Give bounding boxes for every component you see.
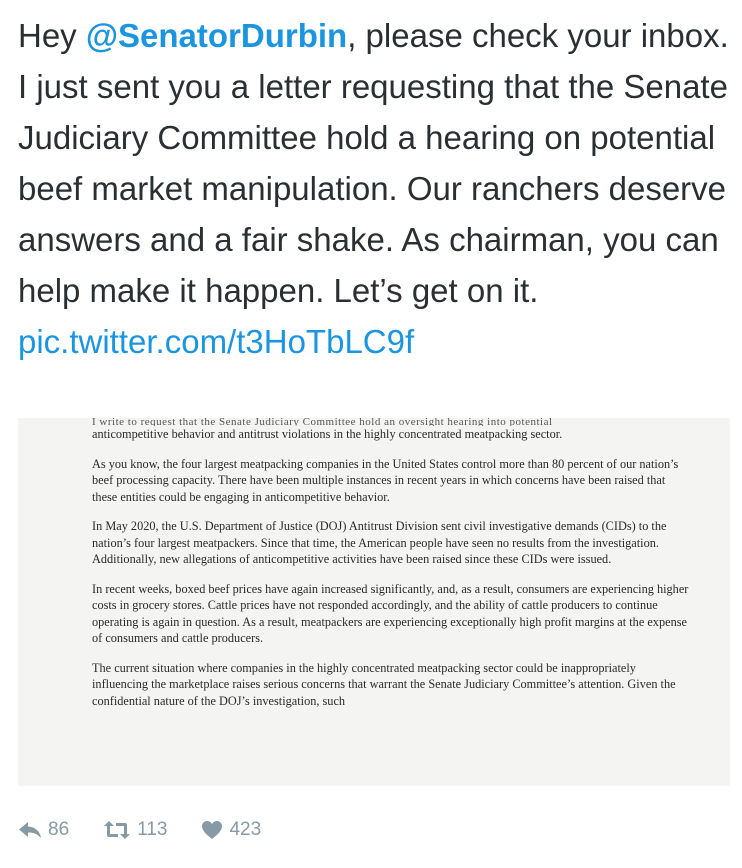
like-count: 423	[229, 819, 262, 840]
letter-document	[92, 418, 692, 722]
letter-paragraph: The current situation where companies in the highly concentrated meatpacking sector could be inappropriately influencing the marketplace raises serious concerns that warrant the Senate Judiciary Committee’s attention. Given the confidential nature of the DOJ’s investigation, such	[92, 660, 676, 708]
retweet-icon	[103, 820, 131, 840]
media-link[interactable]: pic.twitter.com/t3HoTbLC9f	[18, 323, 415, 360]
letter-cut-line: I write to request that the Senate Judiciary Committee hold an oversight hearing into potential	[92, 418, 553, 426]
mention-link[interactable]: @SenatorDurbin	[85, 17, 348, 54]
tweet-text-intro: Hey	[18, 17, 86, 54]
reply-button[interactable]	[18, 819, 69, 841]
reply-icon	[18, 820, 42, 840]
retweet-count: 113	[137, 819, 168, 840]
heart-icon	[201, 820, 223, 840]
letter-paragraph: anticompetitive behavior and antitrust violations in the highly concentrated meatpacking sector.	[92, 427, 563, 441]
retweet-button[interactable]	[103, 819, 167, 841]
like-button[interactable]	[201, 819, 261, 841]
tweet-text-body: , please check your inbox. I just sent you a letter requesting that the Senate Judiciary Committee hold a hearing on potential beef market manipulation. Our ranchers deserve answers and a fair shake. As chairman, you can help make it happen. Let’s get on it.	[18, 17, 729, 309]
media-fade	[18, 776, 730, 786]
letter-paragraph: As you know, the four largest meatpacking companies in the United States control more than 80 percent of our nation’s beef processing capacity. There have been multiple instances in recent years in which concerns have been raised that these entities could be engaging in anticompetitive behavior.	[92, 456, 679, 504]
letter-paragraph: In recent weeks, boxed beef prices have again increased significantly, and, as a result, consumers are experiencing higher costs in grocery stores. Cattle prices have not responded accordingly, and the ability of cattle producers to continue operating is again in question. As a result, meatpackers are experiencing exceptionally high profit margins at the expense of consumers and cattle producers.	[92, 581, 689, 645]
tweet-text	[18, 10, 730, 367]
tweet-media-image[interactable]	[18, 418, 730, 786]
reply-count: 86	[48, 819, 70, 840]
letter-paragraph: In May 2020, the U.S. Department of Justice (DOJ) Antitrust Division sent civil investigative demands (CIDs) to the nation’s four largest meatpackers. Since that time, the American people have seen no results from the investigation. Additionally, new allegations of anticompetitive activities have been raised since these CIDs were issued.	[92, 519, 667, 566]
tweet-actions	[18, 814, 295, 846]
